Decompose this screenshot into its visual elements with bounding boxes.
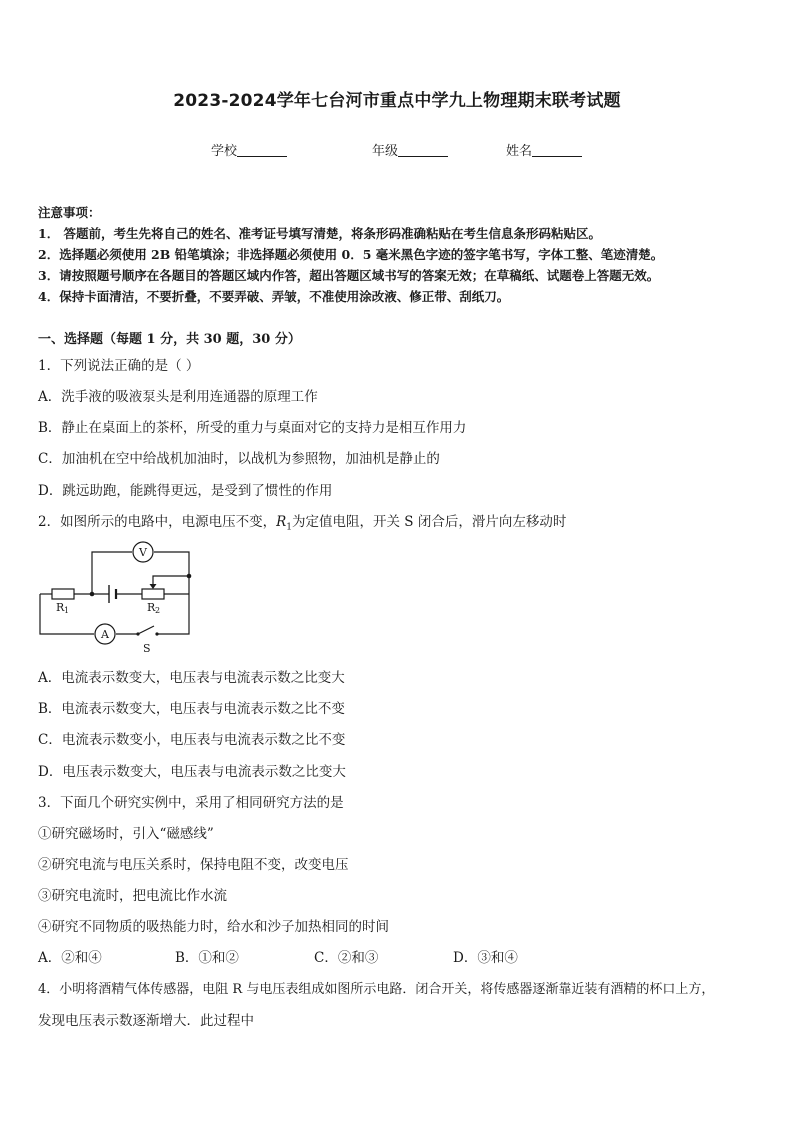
q3-option-d: D．③和④	[453, 950, 518, 966]
q3-item: ①研究磁场时，引入“磁感线”	[38, 826, 214, 842]
q3-item: ②研究电流与电压关系时，保持电阻不变，改变电压	[38, 857, 349, 873]
school-blank[interactable]	[237, 143, 287, 157]
r2-label: R	[147, 601, 156, 614]
q3-item: ③研究电流时，把电流比作水流	[38, 888, 227, 904]
slider-arrow-head	[150, 584, 157, 589]
q1-option-d: D．跳远助跑，能跳得更远，是受到了惯性的作用	[38, 483, 333, 499]
q4-stem-line2: 发现电压表示数逐渐增大．此过程中	[38, 1013, 254, 1029]
circuit-diagram	[36, 540, 206, 658]
switch-contact	[136, 632, 139, 635]
q2-r1-symbol: R	[276, 514, 287, 530]
school-label: 学校	[211, 144, 238, 159]
name-field	[506, 140, 582, 159]
q1-option-b: B．静止在桌面上的茶杯，所受的重力与桌面对它的支持力是相互作用力	[38, 420, 467, 436]
wire-voltmeter-right	[154, 552, 189, 576]
q2-r1-subscript: 1	[286, 522, 292, 533]
section-title: 一、选择题（每题 1 分，共 30 题，30 分）	[38, 332, 301, 347]
grade-label: 年级	[372, 144, 399, 159]
q1-option-c: C．加油机在空中给战机加油时，以战机为参照物，加油机是静止的	[38, 451, 440, 467]
school-field	[211, 140, 287, 159]
q2-option-c: C．电流表示数变小，电压表与电流表示数之比不变	[38, 732, 346, 748]
r2-subscript: 2	[155, 606, 161, 615]
switch-contact	[155, 632, 158, 635]
name-blank[interactable]	[532, 143, 582, 157]
r1-subscript: 1	[64, 606, 70, 615]
note-item: 2．选择题必须使用 2B 铅笔填涂；非选择题必须使用 0．5 毫米黑色字迹的签字笔书写，字体工整、笔迹清楚。	[38, 247, 664, 262]
junction-dot	[187, 574, 192, 579]
grade-field	[372, 140, 448, 159]
q2-stem	[38, 510, 566, 533]
grade-blank[interactable]	[398, 143, 448, 157]
resistor-r1	[52, 589, 74, 599]
resistor-r2	[142, 589, 164, 599]
note-item: 1． 答题前，考生先将自己的姓名、准考证号填写清楚，将条形码准确粘贴在考生信息条形码粘贴区。	[38, 226, 602, 241]
q3-item: ④研究不同物质的吸热能力时，给水和沙子加热相同的时间	[38, 919, 389, 935]
q2-stem-pre: 2．如图所示的电路中，电源电压不变，	[38, 514, 277, 530]
notes-heading: 注意事项：	[38, 205, 101, 220]
q2-stem-post: 为定值电阻，开关 S 闭合后，滑片向左移动时	[292, 514, 567, 530]
ammeter-label: A	[101, 628, 109, 641]
q2-option-a: A．电流表示数变大，电压表与电流表示数之比变大	[38, 670, 345, 686]
slider-wire	[153, 576, 189, 584]
exam-title: 2023-2024学年七台河市重点中学九上物理期末联考试题	[173, 91, 621, 111]
q3-stem: 3．下面几个研究实例中，采用了相同研究方法的是	[38, 795, 344, 811]
q1-stem: 1．下列说法正确的是（ ）	[38, 358, 200, 374]
junction-dot	[90, 592, 95, 597]
wire-right	[157, 576, 189, 634]
q3-option-c: C．②和③	[314, 950, 379, 966]
voltmeter-label: V	[139, 546, 147, 559]
name-label: 姓名	[506, 144, 533, 159]
q2-option-d: D．电压表示数变大，电压表与电流表示数之比变大	[38, 764, 346, 780]
q2-option-b: B．电流表示数变大，电压表与电流表示数之比不变	[38, 701, 345, 717]
note-item: 4．保持卡面清洁，不要折叠，不要弄破、弄皱，不准使用涂改液、修正带、刮纸刀。	[38, 289, 510, 304]
switch-lever	[138, 626, 154, 634]
switch-label: S	[143, 642, 151, 655]
q3-option-a: A．②和④	[38, 950, 102, 966]
q1-option-a: A．洗手液的吸液泵头是利用连通器的原理工作	[38, 389, 318, 405]
wire-voltmeter-left	[92, 552, 132, 594]
q3-option-b: B．①和②	[175, 950, 239, 966]
note-item: 3．请按照题号顺序在各题目的答题区域内作答，超出答题区域书写的答案无效；在草稿纸、试题卷上答题无效。	[38, 268, 660, 283]
q4-stem-line1: 4．小明将酒精气体传感器，电阻 R 与电压表组成如图所示电路．闭合开关，将传感器逐渐靠近装有酒精的杯口上方，	[38, 982, 715, 997]
r1-label: R	[56, 601, 65, 614]
